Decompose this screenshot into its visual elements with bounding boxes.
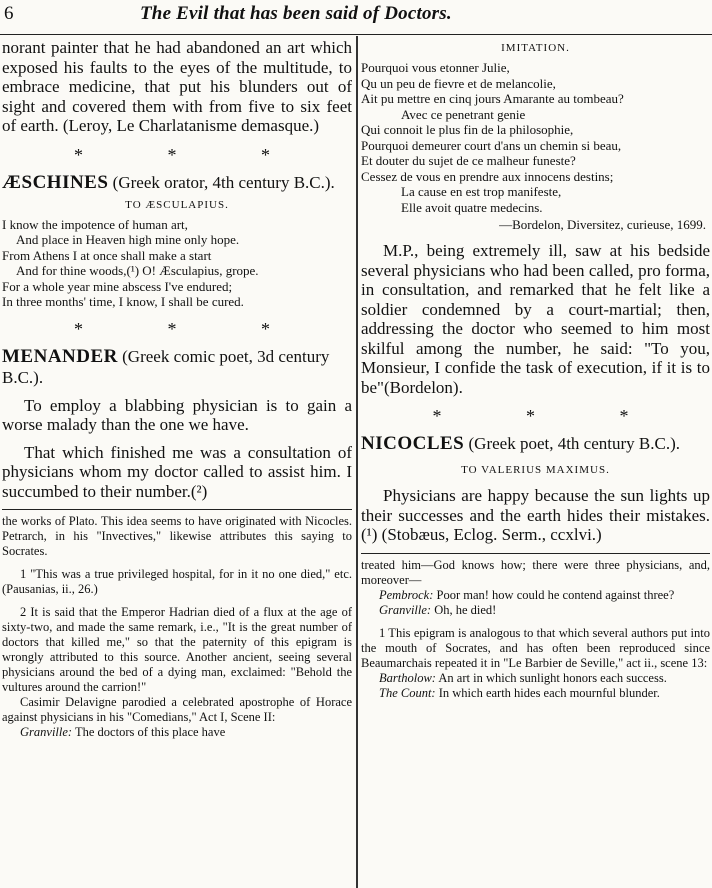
menander-quote-1: To employ a blabbing physician is to gain a worse malady than the one we have. <box>2 395 352 434</box>
poem-line: Pourquoi vous etonner Julie, <box>361 60 510 75</box>
footnote-rule <box>2 509 352 510</box>
right-column <box>361 38 710 888</box>
speaker-line: In which earth hides each mournful blunder. <box>438 685 660 700</box>
speaker-name: Granville: <box>20 725 73 739</box>
nicocles-dates: (Greek poet, 4th century B.C.). <box>468 434 680 453</box>
speaker-name: The Count: <box>379 685 436 700</box>
aeschines-heading <box>2 172 352 193</box>
footnote-rule <box>361 553 710 554</box>
speaker-line: The doctors of this place have <box>74 725 226 739</box>
running-title: The Evil that has been said of Doctors. <box>140 3 452 24</box>
speaker-line: An art in which sunlight honors each success. <box>438 670 667 685</box>
poem-line: And for thine woods,(¹) O! Æsculapius, grope. <box>16 263 259 278</box>
poem-line: And place in Heaven high mine only hope. <box>16 232 240 247</box>
poem-line: In three months' time, I know, I shall be cured. <box>2 294 244 309</box>
section-separator: * * * <box>432 406 669 426</box>
footnote-granville <box>2 725 352 740</box>
footnote-granville <box>361 603 710 618</box>
poem-line: Cessez de vous en prendre aux innocens destins; <box>361 168 614 184</box>
poem-line: Avec ce penetrant genie <box>401 106 526 122</box>
menander-name: MENANDER <box>2 345 118 367</box>
poem-line: For a whole year mine abscess I've endured; <box>2 278 233 294</box>
aeschines-subheading: TO ÆSCULAPIUS. <box>125 198 229 211</box>
section-separator: * * * <box>74 318 310 339</box>
page-number: 6 <box>4 3 14 24</box>
page-header <box>0 0 712 35</box>
imitation-title: IMITATION. <box>501 42 570 54</box>
aeschines-name: ÆSCHINES <box>2 171 109 193</box>
aeschines-dates: (Greek orator, 4th century B.C.). <box>112 172 335 192</box>
poem-line: Pourquoi demeurer court d'ans un chemin si beau, <box>361 137 622 153</box>
poem-line: Et douter du sujet de ce malheur funeste? <box>361 153 576 168</box>
poem-line: Elle avoit quatre medecins. <box>401 199 543 215</box>
footnote-3: Casimir Delavigne parodied a celebrated apostrophe of Horace against physicians in his "Comedians," Act I, Scene II: <box>2 695 352 724</box>
poem-line: Qui connoit le plus fin de la philosophie, <box>361 122 574 137</box>
column-divider <box>356 36 358 888</box>
opening-paragraph: norant painter that he had abandoned an art which exposed his faults to the eyes of the multitude, to embrace medicine, that put his blunders out of sight and covered them with from five to six feet of earth. (Leroy, Le Charlatanisme demasque.) <box>2 38 352 135</box>
poem-line: I know the impotence of human art, <box>2 216 188 232</box>
footnote-1: 1 "This was a true privileged hospital, for in it no one died," etc. (Pausanias, ii., 26.) <box>2 567 352 596</box>
poem-line: Qu un peu de fievre et de melancolie, <box>361 75 556 91</box>
footnote-continuation: the works of Plato. This idea seems to have originated with Nicocles. Petrarch, in his "Invectives," likewise attributes this saying to Socrates. <box>2 514 352 558</box>
nicocles-quote: Physicians are happy because the sun lights up their successes and the earth hides their mistakes.(¹) (Stobæus, Eclog. Serm., ccxlvi.) <box>361 486 710 544</box>
mp-paragraph: M.P., being extremely ill, saw at his bedside several physicians who had been called, pro forma, in consultation, and remarked that he felt like a soldier condemned by a court-martial; then, addressing the doctor who seemed to him most skilful among the number, he said: "To you, Monsieur, I confide the task of execution, if it is to be"(Bordelon). <box>361 241 710 397</box>
speaker-name: Granville: <box>379 602 432 617</box>
footnote-bartholow <box>361 671 710 686</box>
french-poem <box>361 60 710 215</box>
menander-quote-2: That which finished me was a consultation of physicians whom my doctor called to assist him. I succumbed to their number.(²) <box>2 442 352 501</box>
poem-line: Ait pu mettre en cinq jours Amarante au tombeau? <box>361 91 624 106</box>
poem-line: La cause en est trop manifeste, <box>401 184 562 199</box>
footnote-1: 1 This epigram is analogous to that which several authors put into the mouth of Socrates, and has often been reproduced since Beaumarchais repeated it in "Le Barbier de Seville," act ii., scene 13: <box>361 625 710 670</box>
nicocles-heading <box>361 433 710 454</box>
menander-dates: (Greek comic poet, 3d century B.C.). <box>2 346 330 387</box>
left-column <box>2 38 352 888</box>
speaker-line: Poor man! how could he contend against three? <box>436 587 675 602</box>
nicocles-subheading: TO VALERIUS MAXIMUS. <box>461 464 610 476</box>
speaker-line: Oh, he died! <box>434 602 497 617</box>
footnote-pembrock <box>361 588 710 603</box>
poem-line: From Athens I at once shall make a start <box>2 247 212 263</box>
section-separator: * * * <box>74 144 310 165</box>
menander-heading <box>2 346 352 388</box>
footnote-2: 2 It is said that the Emperor Hadrian died of a flux at the age of sixty-two, and made the same remark, i.e., "It is the great number of doctors that killed me," so that the paternity of this epigram is wrongly attributed to this source. Another ancient, seeing several physicians around the bed of a dying man, exclaimed: "Behold the vultures around the carrion!" <box>2 605 352 694</box>
footnote-continuation: treated him—God knows how; there were three physicians, and, moreover— <box>361 557 710 587</box>
speaker-name: Pembrock: <box>379 587 434 602</box>
speaker-name: Bartholow: <box>379 670 436 685</box>
nicocles-name: NICOCLES <box>361 433 465 454</box>
footnote-count <box>361 686 710 701</box>
aeschines-poem <box>2 217 352 310</box>
french-poem-attribution: —Bordelon, Diversitez, curieuse, 1699. <box>499 217 706 232</box>
